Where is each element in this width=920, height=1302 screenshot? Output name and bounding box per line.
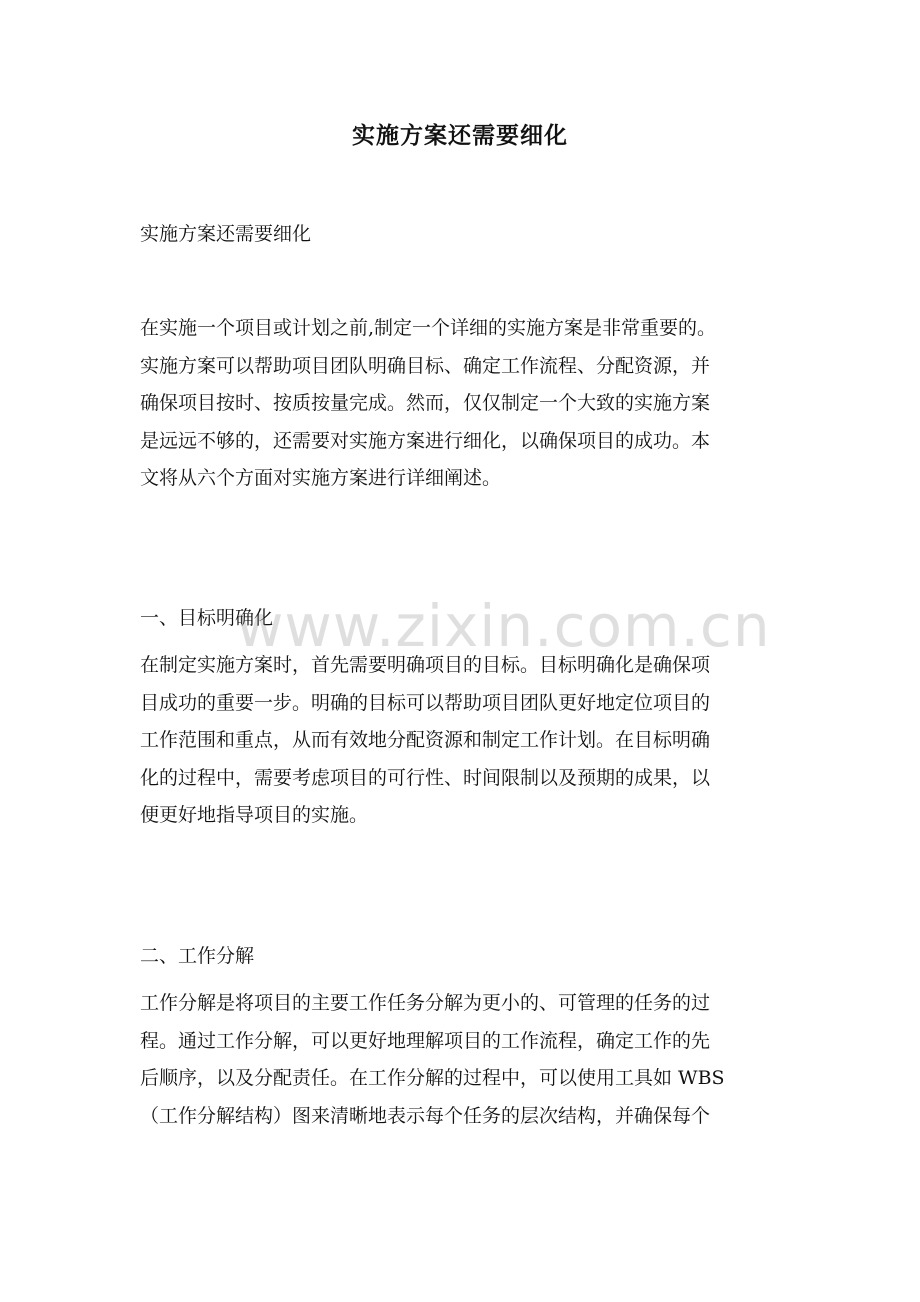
section-paragraph-goals xyxy=(140,647,786,835)
paragraph-line: 文将从六个方面对实施方案进行详细阐述。 xyxy=(140,467,502,490)
paragraph-line: 后顺序，以及分配责任。在工作分解的过程中，可以使用工具如 WBS xyxy=(140,1067,725,1090)
paragraph-line: 是远远不够的，还需要对实施方案进行细化，以确保项目的成功。本 xyxy=(140,429,711,452)
paragraph-line: 便更好地指导项目的实施。 xyxy=(140,804,369,827)
document-title: 实施方案还需要细化 xyxy=(352,122,568,149)
paragraph-line: （工作分解结构）图来清晰地表示每个任务的层次结构，并确保每个 xyxy=(140,1104,711,1127)
paragraph-line: 工作范围和重点，从而有效地分配资源和制定工作计划。在目标明确 xyxy=(140,729,711,752)
intro-paragraph xyxy=(140,310,786,498)
paragraph-line: 在实施一个项目或计划之前,制定一个详细的实施方案是非常重要的。 xyxy=(140,317,717,339)
section-heading-work-breakdown: 二、工作分解 xyxy=(140,945,255,967)
section-heading-goals: 一、目标明确化 xyxy=(140,607,274,629)
paragraph-line: 实施方案可以帮助项目团队明确目标、确定工作流程、分配资源，并 xyxy=(140,354,711,377)
paragraph-line: 确保项目按时、按质按量完成。然而，仅仅制定一个大致的实施方案 xyxy=(140,392,711,415)
paragraph-line: 程。通过工作分解，可以更好地理解项目的工作流程，确定工作的先 xyxy=(140,1029,711,1052)
paragraph-line: 化的过程中，需要考虑项目的可行性、时间限制以及预期的成果，以 xyxy=(140,766,711,789)
site-watermark: www.zixin.com.cn xyxy=(236,592,771,660)
paragraph-line: 工作分解是将项目的主要工作任务分解为更小的、可管理的任务的过 xyxy=(140,992,711,1014)
section-paragraph-work-breakdown xyxy=(140,985,786,1135)
document-subtitle: 实施方案还需要细化 xyxy=(140,223,312,245)
paragraph-line: 目成功的重要一步。明确的目标可以帮助项目团队更好地定位项目的 xyxy=(140,691,711,714)
paragraph-line: 在制定实施方案时，首先需要明确项目的目标。目标明确化是确保项 xyxy=(140,654,711,676)
